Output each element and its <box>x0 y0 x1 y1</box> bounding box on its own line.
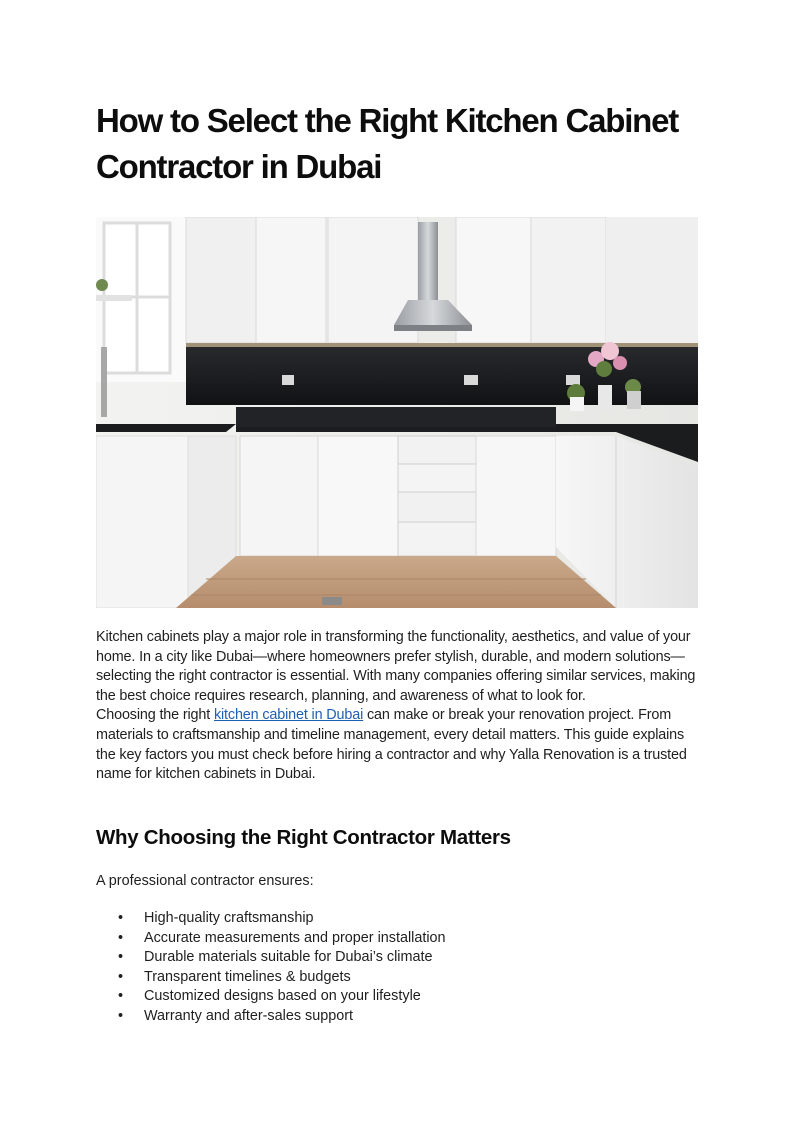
section-heading: Why Choosing the Right Contractor Matters <box>96 826 511 849</box>
base-cabinets <box>240 436 556 556</box>
bullet-icon: • <box>118 968 124 985</box>
list-item-text: Durable materials suitable for Dubai’s climate <box>144 949 433 966</box>
section-intro: A professional contractor ensures: <box>96 873 314 889</box>
kitchen-hero-image <box>96 217 698 608</box>
paragraph-2-end: can make or break your renovation project. From materials to craftsmanship and timeline management, every detail matters. This guide explains the key factors you must check before hiring a contractor and why Yalla Renovation is a trusted name for kitchen cabinets in Dubai. <box>96 707 687 783</box>
intro-paragraphs <box>96 628 700 785</box>
list-item-text: Customized designs based on your lifestyle <box>144 988 421 1005</box>
kitchen-cabinet-link[interactable]: kitchen cabinet in Dubai <box>213 707 364 724</box>
list-item <box>96 948 446 968</box>
paragraph-2-start: Choosing the right <box>96 707 214 724</box>
paragraph-1: Kitchen cabinets play a major role in transforming the functionality, aesthetics, and value of your home. In a city like Dubai—where homeowners prefer stylish, durable, and modern solutions—selecting the right contractor is essential. With many companies offering similar services, making the best choice requires research, planning, and awareness of what to look for. <box>96 629 696 704</box>
article-title: How to Select the Right Kitchen Cabinet Contractor in Dubai <box>96 102 679 185</box>
benefits-list <box>96 909 446 1027</box>
paragraph-2 <box>96 706 700 784</box>
list-item <box>96 929 446 949</box>
list-item-text: Transparent timelines & budgets <box>144 968 351 985</box>
list-item <box>96 987 446 1007</box>
bullet-icon: • <box>118 949 124 966</box>
bullet-icon: • <box>118 910 124 926</box>
list-item <box>96 968 446 988</box>
window <box>96 217 186 382</box>
bullet-icon: • <box>118 988 124 1005</box>
list-item-text: High-quality craftsmanship <box>144 910 314 926</box>
bullet-icon: • <box>118 1007 124 1024</box>
list-item <box>96 909 446 929</box>
bullet-icon: • <box>118 929 124 946</box>
list-item-text: Accurate measurements and proper installation <box>144 929 446 946</box>
list-item-text: Warranty and after-sales support <box>144 1007 354 1024</box>
list-item <box>96 1007 446 1027</box>
